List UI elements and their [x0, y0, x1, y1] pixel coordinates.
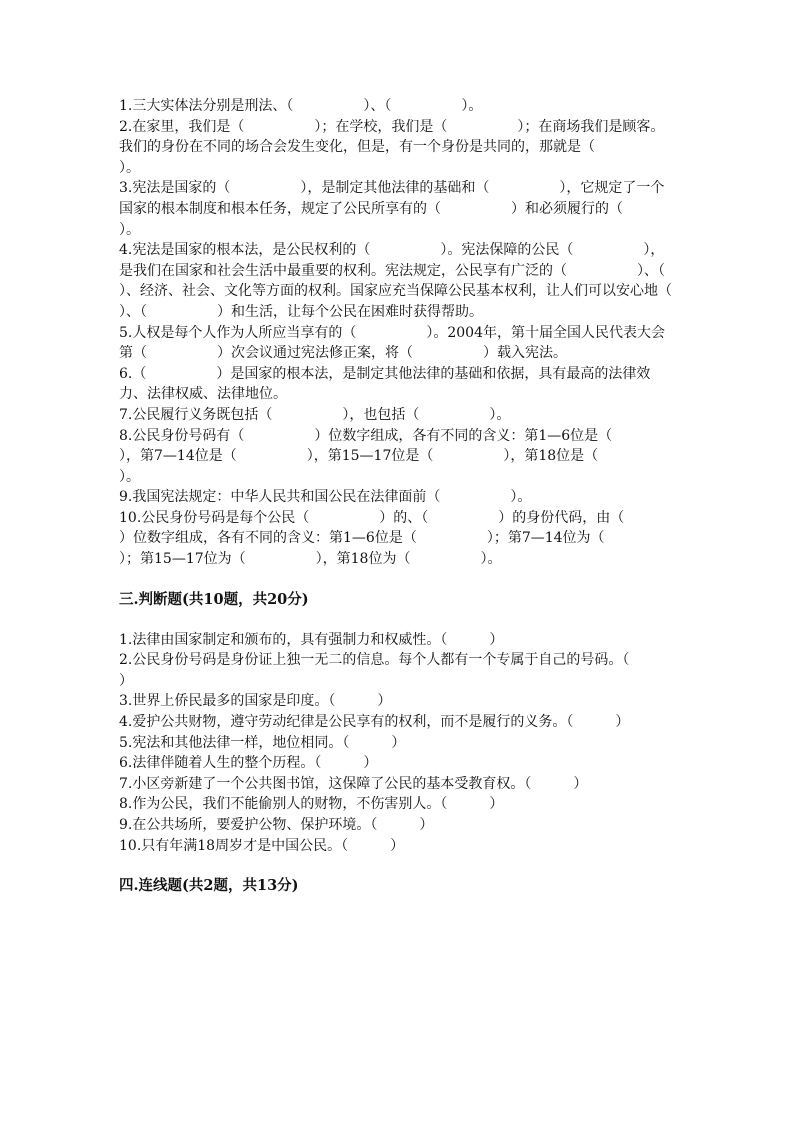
fill-item-8: 8.公民身份号码有（ ）位数字组成，各有不同的含义：第1—6位是（ ），第7—14位是（ ），第15—17位是（ ），第18位是（ ）。	[119, 427, 683, 485]
judgment-item-10: 10.只有年满18周岁才是中国公民。（ ）	[119, 837, 405, 854]
fill-item-4: 4.宪法是国家的根本法，是公民权利的（ ）。宪法保障的公民（ ），是我们在国家和社会生活中最重要的权利。宪法规定，公民享有广泛的（ ）、（ ）、经济、社会、文化等方面的权利。国家应充当保障公民基本权利，让人们可以安心地（ ）、（ ）和生活，让每个公民在困难时获得帮助。	[119, 242, 742, 320]
judgment-item-3: 3.世界上侨民最多的国家是印度。（ ）	[119, 693, 392, 710]
judgment-section	[119, 630, 675, 857]
matching-section-title: 四.连线题(共2题，共13分)	[119, 877, 299, 895]
judgment-item-7: 7.小区旁新建了一个公共图书馆，这保障了公民的基本受教育权。（ ）	[119, 775, 588, 792]
judgment-item-6: 6.法律伴随着人生的整个历程。（ ）	[119, 755, 378, 772]
fill-item-2: 2.在家里，我们是（ ）；在学校，我们是（ ）；在商场我们是顾客。我们的身份在不同的场合会发生变化，但是，有一个身份是共同的，那就是（ ）。	[119, 118, 665, 176]
judgment-item-2: 2.公民身份号码是身份证上独一无二的信息。每个人都有一个专属于自己的号码。（ ）	[119, 652, 672, 689]
judgment-item-1: 1.法律由国家制定和颁布的，具有强制力和权威性。（ ）	[119, 631, 504, 648]
fill-item-1: 1.三大实体法分别是刑法、（ ）、（ ）。	[119, 98, 483, 114]
fill-item-9: 9.我国宪法规定：中华人民共和国公民在法律面前（ ）。	[119, 489, 532, 506]
fill-item-5: 5.人权是每个人作为人所应当享有的（ ）。2004年，第十届全国人民代表大会第（ ）次会议通过宪法修正案，将（ ）载入宪法。	[119, 324, 665, 362]
judgment-item-4: 4.爱护公共财物，遵守劳动纪律是公民享有的权利，而不是履行的义务。（ ）	[119, 714, 630, 731]
fill-item-10: 10.公民身份号码是每个公民（ ）的、（ ）的身份代码，由（ ）位数字组成，各有不同的含义：第1—6位是（ ）；第7—14位为（ ）；第15—17位为（ ），第18位为（ ）。	[119, 509, 695, 568]
judgment-item-5: 5.宪法和其他法律一样，地位相同。（ ）	[119, 734, 406, 751]
judgment-section-title: 三.判断题(共10题，共20分)	[119, 590, 309, 608]
fill-item-6: 6.（ ）是国家的根本法，是制定其他法律的基础和依据，具有最高的法律效力、法律权威、法律地位。	[119, 365, 651, 403]
exam-page	[119, 96, 742, 896]
fill-in-blank-section	[119, 96, 742, 570]
fill-item-7: 7.公民履行义务既包括（ ），也包括（ ）。	[119, 406, 511, 423]
judgment-item-8: 8.作为公民，我们不能偷别人的财物，不伤害别人。（ ）	[119, 796, 504, 813]
fill-item-3: 3.宪法是国家的（ ），是制定其他法律的基础和（ ），它规定了一个国家的根本制度和根本任务，规定了公民所享有的（ ）和必须履行的（ ）。	[119, 180, 693, 238]
judgment-item-9: 9.在公共场所，要爱护公物、保护环境。（ ）	[119, 817, 434, 833]
